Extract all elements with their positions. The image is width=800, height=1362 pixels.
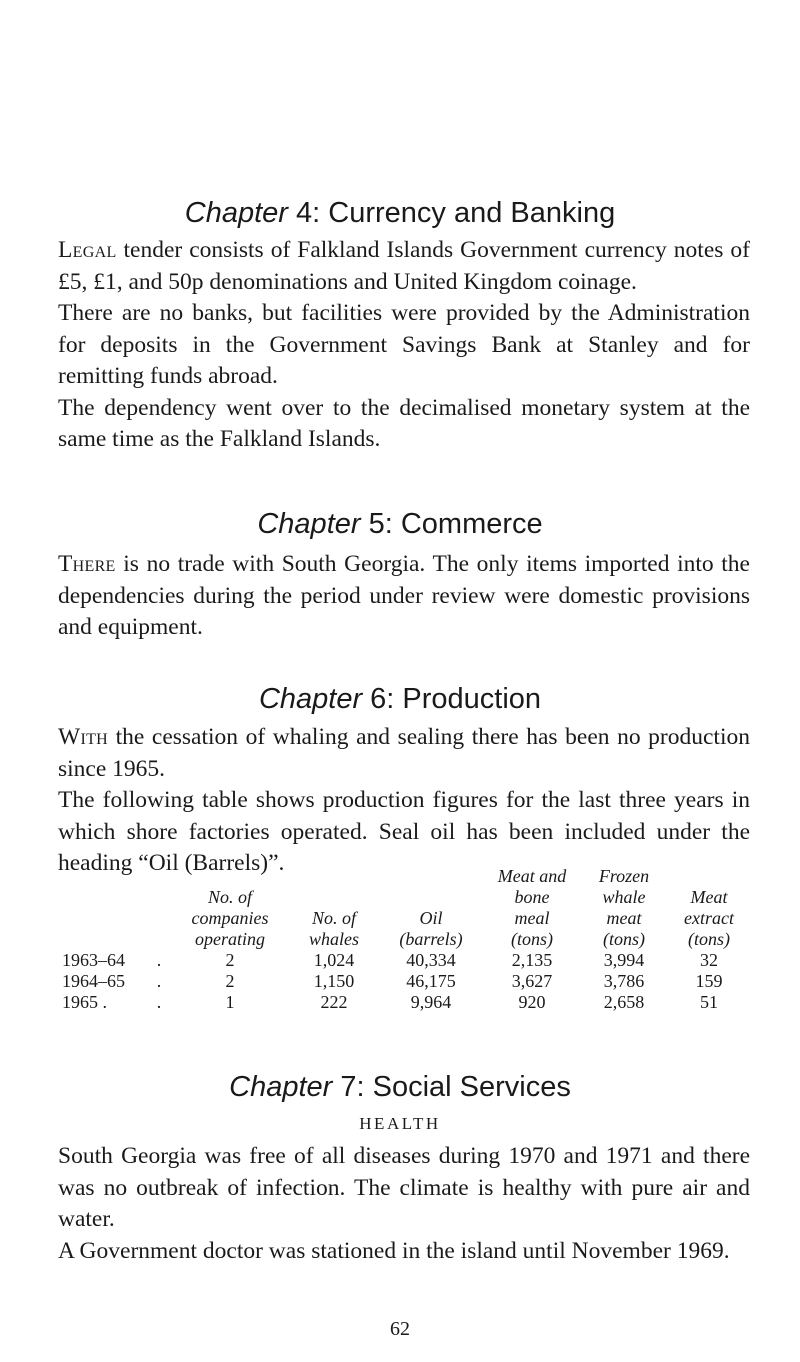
- chapter-5-heading: [0, 508, 800, 541]
- table-row: 1965 . . 1 222 9,964 920 2,658 51: [62, 992, 718, 1012]
- chapter-label: Chapter: [257, 508, 361, 540]
- paragraph: Legal tender consists of Falkland Islands Government currency notes of £5, £1, and 50p denominations and United Kingdom coinage.: [58, 237, 750, 295]
- chapter-label: Chapter: [184, 197, 288, 229]
- production-table: [58, 866, 750, 1013]
- chapter-title: 5: Commerce: [368, 508, 543, 540]
- header-oil: Oil (barrels): [399, 908, 463, 949]
- header-whales: No. of whales: [308, 908, 359, 949]
- table-header-row: [58, 866, 750, 950]
- chapter-7-body: [58, 1141, 750, 1267]
- paragraph: The dependency went over to the decimalised monetary system at the same time as the Falkland Islands.: [58, 394, 750, 452]
- paragraph: The following table shows production figures for the last three years in which shore factories operated. Seal oil has been included under the heading “Oil (Barrels)”.: [58, 787, 750, 876]
- health-subheading: HEALTH: [359, 1114, 441, 1133]
- page-number: 62: [390, 1318, 410, 1340]
- chapter-4-heading: [0, 197, 800, 230]
- chapter-4-body: [58, 235, 750, 456]
- chapter-title: 6: Production: [370, 683, 542, 715]
- table-row: 1963–64 . 2 1,024 40,334 2,135 3,994 32: [62, 950, 718, 970]
- paragraph: South Georgia was free of all diseases during 1970 and 1971 and there was no outbreak of infection. The climate is healthy with pure air and water.: [58, 1143, 750, 1232]
- chapter-5-body: [58, 549, 750, 644]
- header-extract: Meat extract (tons): [684, 887, 734, 949]
- chapter-7-heading: [0, 1071, 800, 1104]
- chapter-title: 7: Social Services: [340, 1071, 571, 1103]
- chapter-title: 4: Currency and Banking: [296, 197, 616, 229]
- table-row: 1964–65 . 2 1,150 46,175 3,627 3,786 159: [62, 971, 723, 991]
- chapter-6-body: [58, 722, 750, 880]
- chapter-6-heading: [0, 683, 800, 716]
- header-frozen: Frozen whale meat (tons): [598, 866, 650, 949]
- chapter-label: Chapter: [258, 683, 363, 715]
- paragraph: There is no trade with South Georgia. The only items imported into the dependencies during the period under review were domestic provisions and equipment.: [58, 551, 750, 640]
- header-meat-bone: Meat and bone meal (tons): [497, 866, 567, 949]
- paragraph: With the cessation of whaling and sealing there has been no production since 1965.: [58, 724, 750, 782]
- paragraph: A Government doctor was stationed in the island until November 1969.: [58, 1237, 730, 1264]
- header-companies: No. of companies operating: [191, 887, 269, 949]
- paragraph: There are no banks, but facilities were provided by the Administration for deposits in the Government Savings Bank at Stanley and for remitting funds abroad.: [58, 300, 750, 389]
- chapter-label: Chapter: [229, 1071, 333, 1103]
